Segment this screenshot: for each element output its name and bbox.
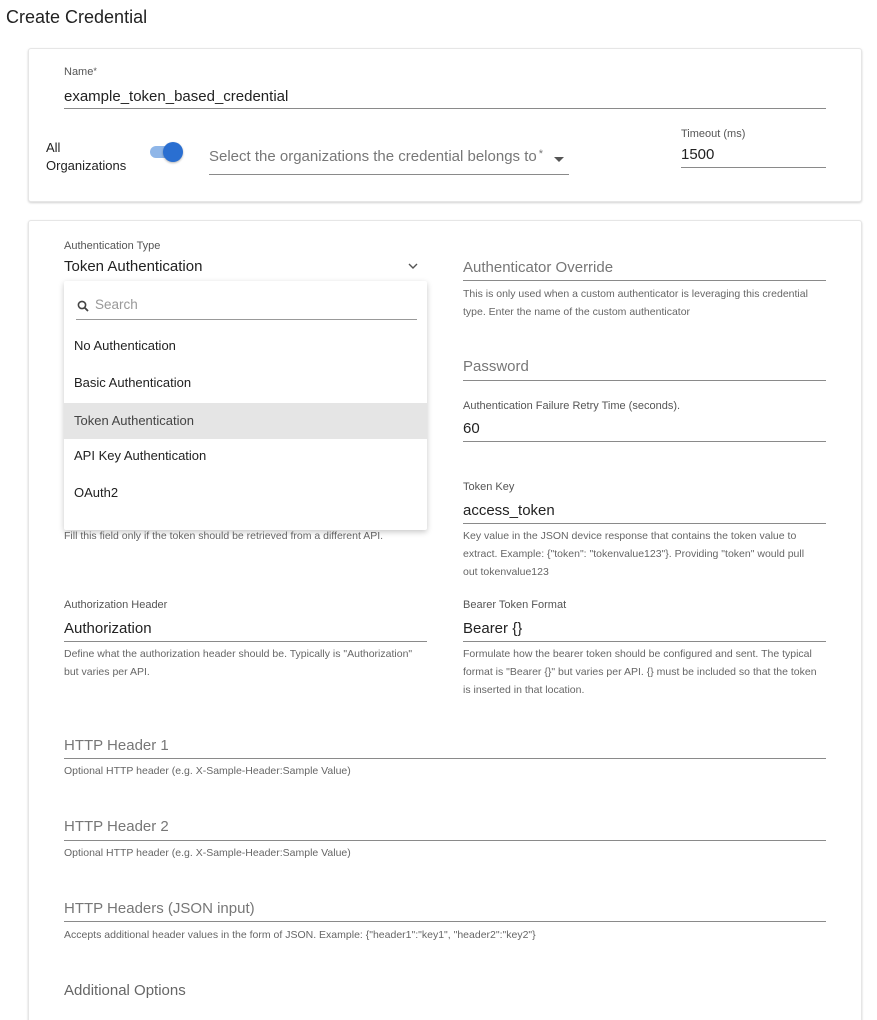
http-headers-json-help: Accepts additional header values in the form of JSON. Example: {"header1":"key1", "header2":"key2"} — [64, 929, 536, 941]
timeout-input[interactable]: 1500 — [681, 146, 715, 163]
timeout-label: Timeout (ms) — [681, 128, 746, 140]
http-header-1-underline — [64, 758, 826, 759]
token-key-label: Token Key — [463, 481, 515, 493]
organizations-select[interactable]: Select the organizations the credential belongs to * — [209, 148, 543, 165]
timeout-underline — [681, 167, 826, 168]
menu-item-oauth2[interactable]: OAuth2 — [74, 485, 119, 500]
authorization-header-input[interactable]: Authorization — [64, 620, 152, 637]
bearer-format-input[interactable]: Bearer {} — [463, 620, 523, 637]
retry-time-underline — [463, 441, 826, 442]
http-header-1-help: Optional HTTP header (e.g. X-Sample-Header:Sample Value) — [64, 765, 351, 777]
menu-item-api-key-authentication[interactable]: API Key Authentication — [74, 448, 207, 463]
chevron-down-icon[interactable] — [554, 157, 564, 162]
menu-item-basic-authentication[interactable]: Basic Authentication — [74, 375, 192, 390]
http-header-2-underline — [64, 840, 826, 841]
authorization-header-label: Authorization Header — [64, 599, 168, 611]
general-card — [28, 48, 862, 202]
menu-item-no-authentication[interactable]: No Authentication — [74, 338, 176, 353]
auth-type-select[interactable]: Token Authentication — [64, 258, 203, 275]
authorization-header-help: Define what the authorization header should be. Typically is "Authorization" but varies per API. — [64, 648, 413, 678]
token-url-help: Fill this field only if the token should be retrieved from a different API. — [64, 530, 384, 542]
retry-time-input[interactable]: 60 — [463, 420, 480, 437]
additional-options-heading[interactable]: Additional Options — [64, 982, 186, 999]
http-headers-json-underline — [64, 921, 826, 922]
token-key-help: Key value in the JSON device response that contains the token value to extract. Example: {"token": "tokenvalue123"}. Providing "token" would pull out tokenvalue123 — [463, 530, 805, 578]
password-underline — [463, 380, 826, 381]
name-underline — [64, 108, 826, 109]
name-input[interactable]: example_token_based_credential — [64, 88, 289, 105]
page-title: Create Credential — [6, 7, 148, 27]
menu-item-token-authentication[interactable]: Token Authentication — [64, 403, 427, 439]
bearer-format-underline — [463, 641, 826, 642]
http-header-2-help: Optional HTTP header (e.g. X-Sample-Header:Sample Value) — [64, 847, 351, 859]
name-label: Name* — [64, 66, 97, 78]
toggle-thumb[interactable] — [163, 142, 183, 162]
authenticator-override-input[interactable]: Authenticator Override — [463, 259, 614, 276]
token-key-input[interactable]: access_token — [463, 502, 555, 519]
menu-search-input[interactable]: Search — [95, 297, 138, 312]
authorization-header-underline — [64, 641, 427, 642]
bearer-format-label: Bearer Token Format — [463, 599, 567, 611]
organizations-underline — [209, 174, 569, 175]
menu-search-underline — [76, 319, 417, 320]
http-header-1-input[interactable]: HTTP Header 1 — [64, 737, 169, 754]
token-key-underline — [463, 523, 826, 524]
http-header-2-input[interactable]: HTTP Header 2 — [64, 818, 169, 835]
auth-type-menu — [64, 281, 427, 530]
search-icon — [77, 300, 89, 312]
retry-time-label: Authentication Failure Retry Time (seconds). — [463, 400, 681, 412]
http-headers-json-input[interactable]: HTTP Headers (JSON input) — [64, 900, 255, 917]
authenticator-override-help: This is only used when a custom authenticator is leveraging this credential type. Enter the name of the custom authenticator — [463, 288, 808, 318]
auth-type-label: Authentication Type — [64, 240, 161, 252]
bearer-format-help: Formulate how the bearer token should be configured and sent. The typical format is "Bearer {}" but varies per API. {} must be included so that the token is inserted in that location. — [463, 648, 817, 696]
all-organizations-label: All Organizations — [46, 140, 127, 173]
password-input[interactable]: Password — [463, 358, 529, 375]
chevron-down-icon[interactable] — [408, 263, 418, 270]
authenticator-override-underline — [463, 280, 826, 281]
